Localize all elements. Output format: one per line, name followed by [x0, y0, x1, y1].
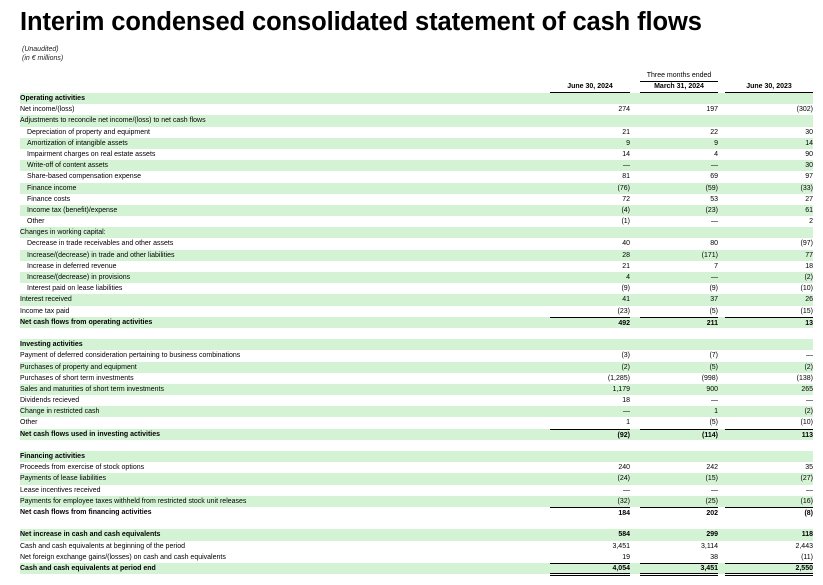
- row-value-col2: (998): [701, 374, 718, 382]
- row-value-col1: 492: [550, 317, 630, 329]
- table-row: [20, 362, 813, 373]
- row-value-col3: (2): [804, 363, 813, 371]
- row-value-col3: 30: [805, 162, 813, 170]
- row-value-col1: (24): [617, 475, 630, 483]
- row-value-col1: —: [623, 486, 630, 494]
- row-value-col2: 242: [706, 464, 718, 472]
- row-label: Write-off of content assets: [27, 162, 109, 170]
- row-label: Purchases of property and equipment: [20, 363, 137, 371]
- table-row: [20, 194, 813, 205]
- row-value-col3: 35: [805, 464, 813, 472]
- currency-note: (in € millions): [22, 55, 64, 62]
- table-row: [20, 115, 813, 126]
- table-row: [20, 160, 813, 171]
- row-value-col1: 240: [618, 464, 630, 472]
- row-value-col3: 265: [801, 385, 813, 393]
- page-title: Interim condensed consolidated statement of cash flows: [20, 8, 702, 36]
- row-label: Finance income: [27, 184, 77, 192]
- row-value-col1: (1,285): [607, 374, 630, 382]
- row-label: Payments of lease liabilities: [20, 475, 106, 483]
- table-row: [20, 541, 813, 552]
- row-value-col2: 9: [714, 139, 718, 147]
- row-value-col2: 7: [714, 262, 718, 270]
- row-value-col2: 3,114: [701, 542, 718, 550]
- row-value-col1: 19: [622, 553, 630, 561]
- table-row: [20, 552, 813, 563]
- column-group-header: Three months ended: [646, 72, 712, 79]
- row-label: Payments for employee taxes withheld from restricted stock unit releases: [20, 497, 247, 505]
- row-value-col2: (5): [709, 419, 718, 427]
- table-row: [20, 238, 813, 249]
- row-value-col3: 2: [809, 218, 813, 226]
- row-value-col2: (114): [640, 429, 718, 441]
- table-row: [20, 127, 813, 138]
- table-row: [20, 529, 813, 540]
- row-value-col1: (1): [621, 218, 630, 226]
- spacer-row: [20, 328, 813, 339]
- row-value-col3: (138): [796, 374, 813, 382]
- row-label: Decrease in trade receivables and other assets: [27, 240, 174, 248]
- table-row: [20, 216, 813, 227]
- row-value-col1: (92): [550, 429, 630, 441]
- row-label: Cash and cash equivalents at period end: [20, 564, 156, 572]
- table-row: [20, 283, 813, 294]
- row-value-col2: 22: [710, 128, 718, 136]
- row-label: Other: [20, 419, 38, 427]
- row-value-col2: (9): [709, 285, 718, 293]
- row-label: Net increase in cash and cash equivalents: [20, 531, 161, 539]
- row-value-col1: 41: [622, 296, 630, 304]
- row-value-col2: 1: [714, 408, 718, 416]
- row-label: Interest received: [20, 296, 72, 304]
- row-value-col3: (97): [800, 240, 813, 248]
- row-label: Proceeds from exercise of stock options: [20, 464, 145, 472]
- row-label: Income tax paid: [20, 307, 70, 315]
- row-label: Dividends recieved: [20, 397, 80, 405]
- row-value-col2: 80: [710, 240, 718, 248]
- table-row: [20, 138, 813, 149]
- table-row: [20, 384, 813, 395]
- row-value-col2: 900: [706, 385, 718, 393]
- row-value-col2: (171): [701, 251, 718, 259]
- row-value-col3: (8): [725, 507, 813, 519]
- row-label: Cash and cash equivalents at beginning of the period: [20, 542, 186, 550]
- table-row: [20, 294, 813, 305]
- table-row: [20, 406, 813, 417]
- row-value-col3: 113: [725, 429, 813, 441]
- row-value-col1: 14: [622, 150, 630, 158]
- row-value-col3: 2,550: [725, 563, 813, 576]
- table-row: [20, 317, 813, 328]
- row-value-col2: (7): [709, 352, 718, 360]
- row-value-col2: 211: [640, 317, 718, 329]
- row-label: Net cash flows used in investing activities: [20, 430, 161, 438]
- table-row: [20, 227, 813, 238]
- row-value-col1: 184: [550, 507, 630, 519]
- row-value-col3: —: [806, 397, 813, 405]
- row-value-col1: (4): [621, 206, 630, 214]
- row-label: Income tax (benefit)/expense: [27, 206, 118, 214]
- row-value-col2: 202: [640, 507, 718, 519]
- row-value-col3: (302): [796, 106, 813, 114]
- row-value-col3: 30: [805, 128, 813, 136]
- row-value-col1: 4,054: [550, 563, 630, 576]
- row-value-col1: 40: [622, 240, 630, 248]
- row-label: Lease incentives received: [20, 486, 101, 494]
- row-label: Financing activities: [20, 453, 85, 460]
- column-header-june-2023: June 30, 2023: [725, 82, 813, 93]
- row-label: Increase/(decrease) in provisions: [27, 274, 131, 281]
- row-value-col1: (76): [617, 184, 630, 192]
- table-row: [20, 183, 813, 194]
- table-row: [20, 306, 813, 317]
- table-row: [20, 507, 813, 518]
- row-value-col3: (2): [804, 408, 813, 416]
- row-value-col2: (5): [709, 363, 718, 371]
- table-row: [20, 395, 813, 406]
- row-label: Interest paid on lease liabilities: [27, 285, 123, 293]
- row-label: Investing activities: [20, 341, 83, 349]
- row-label: Increase/(decrease) in trade and other liabilities: [27, 251, 175, 259]
- row-label: Changes in working capital:: [20, 229, 106, 237]
- row-value-col2: (25): [705, 497, 718, 505]
- row-value-col1: 18: [622, 397, 630, 405]
- row-value-col1: (32): [617, 497, 630, 505]
- row-value-col3: 61: [805, 206, 813, 214]
- row-value-col3: (15): [800, 307, 813, 315]
- row-label: Net cash flows from operating activities: [20, 318, 153, 326]
- row-label: Share-based compensation expense: [27, 173, 142, 181]
- row-value-col2: 197: [706, 106, 718, 114]
- row-value-col2: (59): [705, 184, 718, 192]
- row-label: Other: [27, 218, 45, 226]
- row-value-col3: —: [806, 486, 813, 494]
- spacer-row: [20, 440, 813, 451]
- row-value-col2: (5): [709, 307, 718, 315]
- unaudited-note: (Unaudited): [22, 46, 59, 53]
- row-value-col1: —: [623, 408, 630, 416]
- row-value-col2: 37: [710, 296, 718, 304]
- row-label: Sales and maturities of short term investments: [20, 385, 164, 393]
- row-value-col3: (33): [800, 184, 813, 192]
- row-label: Change in restricted cash: [20, 408, 100, 416]
- row-value-col2: 69: [710, 173, 718, 181]
- table-row: [20, 417, 813, 428]
- table-row: [20, 149, 813, 160]
- row-value-col2: (15): [705, 475, 718, 483]
- row-value-col3: 77: [805, 251, 813, 259]
- row-value-col3: 14: [805, 139, 813, 147]
- row-value-col3: 13: [725, 317, 813, 329]
- row-value-col3: 97: [805, 173, 813, 181]
- row-label: Net cash flows from financing activities: [20, 508, 152, 516]
- row-value-col2: —: [711, 218, 718, 226]
- row-label: Impairment charges on real estate assets: [27, 150, 156, 158]
- row-value-col1: 9: [626, 139, 630, 147]
- table-row: [20, 462, 813, 473]
- row-value-col3: (2): [804, 274, 813, 281]
- row-value-col1: 72: [622, 195, 630, 203]
- row-label: Amortization of intangible assets: [27, 139, 128, 147]
- row-value-col2: 53: [710, 195, 718, 203]
- row-label: Net foreign exchange gains/(losses) on cash and cash equivalents: [20, 553, 226, 561]
- row-value-col3: —: [806, 352, 813, 360]
- row-value-col3: 90: [805, 150, 813, 158]
- statement-table: [20, 93, 813, 574]
- row-value-col1: (3): [621, 352, 630, 360]
- row-value-col3: (10): [800, 285, 813, 293]
- row-value-col1: (23): [617, 307, 630, 315]
- table-row: [20, 205, 813, 216]
- row-value-col2: —: [711, 486, 718, 494]
- row-value-col1: 21: [622, 128, 630, 136]
- table-row: [20, 261, 813, 272]
- row-label: Purchases of short term investments: [20, 374, 134, 382]
- table-row: [20, 93, 813, 104]
- row-label: Adjustments to reconcile net income/(loss) to net cash flows: [20, 117, 206, 125]
- table-row: [20, 485, 813, 496]
- row-value-col1: 274: [618, 106, 630, 114]
- row-label: Operating activities: [20, 95, 85, 102]
- row-value-col2: 3,451: [640, 563, 718, 576]
- row-label: Payment of deferred consideration pertaining to business combinations: [20, 352, 241, 360]
- table-row: [20, 563, 813, 574]
- row-value-col1: 3,451: [612, 542, 630, 550]
- row-value-col2: —: [711, 162, 718, 170]
- row-value-col3: 2,443: [795, 542, 813, 550]
- table-row: [20, 171, 813, 182]
- table-row: [20, 373, 813, 384]
- row-label: Increase in deferred revenue: [27, 262, 117, 270]
- row-value-col3: (11): [801, 553, 813, 561]
- table-row: [20, 451, 813, 462]
- row-value-col2: —: [711, 274, 718, 281]
- row-value-col1: 1: [626, 419, 630, 427]
- row-value-col2: (23): [705, 206, 718, 214]
- row-value-col1: 1,179: [612, 385, 630, 393]
- table-row: [20, 339, 813, 350]
- row-value-col1: (9): [621, 285, 630, 293]
- row-value-col3: (16): [800, 497, 813, 505]
- column-header-march-2024: March 31, 2024: [640, 81, 718, 93]
- spacer-row: [20, 518, 813, 529]
- row-value-col1: (2): [621, 363, 630, 371]
- row-value-col1: 584: [618, 531, 630, 539]
- row-value-col2: 38: [710, 553, 718, 561]
- row-value-col1: 4: [626, 274, 630, 281]
- table-row: [20, 250, 813, 261]
- row-value-col3: 27: [805, 195, 813, 203]
- row-value-col2: —: [711, 397, 718, 405]
- table-row: [20, 104, 813, 115]
- row-value-col1: —: [623, 162, 630, 170]
- table-row: [20, 496, 813, 507]
- row-value-col2: 4: [714, 150, 718, 158]
- table-row: [20, 429, 813, 440]
- row-label: Net income/(loss): [20, 106, 75, 114]
- table-row: [20, 473, 813, 484]
- table-row: [20, 350, 813, 361]
- row-value-col1: 81: [622, 173, 630, 181]
- row-value-col1: 21: [622, 262, 630, 270]
- row-value-col3: 26: [805, 296, 813, 304]
- row-value-col3: 118: [801, 531, 813, 539]
- row-value-col2: 299: [706, 531, 718, 539]
- row-value-col1: 28: [622, 251, 630, 259]
- row-label: Depreciation of property and equipment: [27, 128, 150, 136]
- row-value-col3: (10): [800, 419, 813, 427]
- row-value-col3: (27): [800, 475, 813, 483]
- row-value-col3: 18: [805, 262, 813, 270]
- table-row: [20, 272, 813, 283]
- column-header-june-2024: June 30, 2024: [550, 82, 630, 93]
- row-label: Finance costs: [27, 195, 71, 203]
